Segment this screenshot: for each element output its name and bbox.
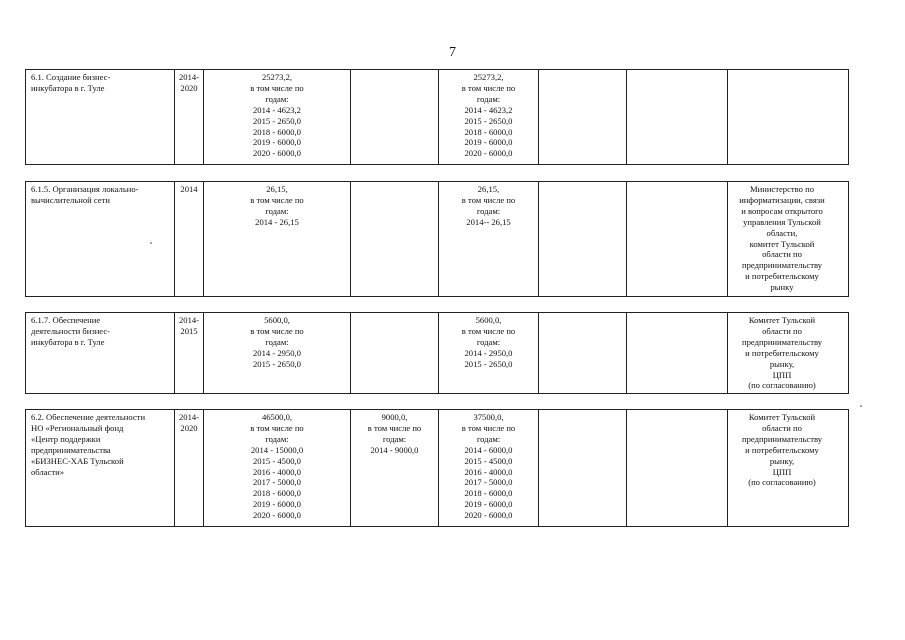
empty-cell (627, 410, 728, 526)
responsible-executor: Комитет Тульской области по предпринимательству и потребительскому рынку, ЦПП (по согласованию) (741, 412, 823, 488)
empty-cell (539, 410, 627, 526)
table-row (25, 409, 849, 527)
empty-cell (627, 182, 728, 296)
empty-cell (627, 313, 728, 393)
federal-funding (351, 182, 439, 296)
period-years: 2014 (175, 182, 204, 296)
period-years: 2014- 2015 (175, 313, 204, 393)
scan-speck (150, 242, 152, 244)
page-number: 7 (449, 45, 456, 60)
scan-speck (860, 405, 862, 407)
period-years: 2014- 2020 (175, 70, 204, 164)
total-funding: 5600,0, в том числе по годам: 2014 - 2950,0 2015 - 2650,0 (204, 313, 351, 393)
period-years: 2014- 2020 (175, 410, 204, 526)
table-row (25, 69, 849, 165)
empty-cell (627, 70, 728, 164)
federal-funding (351, 313, 439, 393)
total-funding: 46500,0, в том числе по годам: 2014 - 15000,0 2015 - 4500,0 2016 - 4000,0 2017 - 5000,0 2018 - 6000,0 2019 - 6000,0 2020 - 6000,0 (204, 410, 351, 526)
table-row (25, 181, 849, 297)
empty-cell (539, 70, 627, 164)
measure-name: 6.1.5. Организация локально- вычислительной сети (26, 182, 175, 296)
measure-name: 6.2. Обеспечение деятельности НО «Региональный фонд «Центр поддержки предпринимательства «БИЗНЕС-ХАБ Тульской области» (26, 410, 175, 526)
responsible-executor: Министерство по информатизации, связи и вопросам открытого управления Тульской области, комитет Тульской области по предпринимательству и потребительскому рынку (739, 184, 825, 293)
measure-name: 6.1.7. Обеспечение деятельности бизнес- инкубатора в г. Туле (26, 313, 175, 393)
regional-funding: 37500,0, в том числе по годам: 2014 - 6000,0 2015 - 4500,0 2016 - 4000,0 2017 - 5000,0 2018 - 6000,0 2019 - 6000,0 2020 - 6000,0 (439, 410, 539, 526)
federal-funding: 9000,0, в том числе по годам: 2014 - 9000,0 (351, 410, 439, 526)
regional-funding: 5600,0, в том числе по годам: 2014 - 2950,0 2015 - 2650,0 (439, 313, 539, 393)
federal-funding (351, 70, 439, 164)
responsible-executor: Комитет Тульской области по предпринимательству и потребительскому рынку, ЦПП (по согласованию) (741, 315, 823, 391)
regional-funding: 25273,2, в том числе по годам: 2014 - 4623,2 2015 - 2650,0 2018 - 6000,0 2019 - 6000,0 2020 - 6000,0 (439, 70, 539, 164)
empty-cell (539, 182, 627, 296)
total-funding: 25273,2, в том числе по годам: 2014 - 4623,2 2015 - 2650,0 2018 - 6000,0 2019 - 6000,0 2020 - 6000,0 (204, 70, 351, 164)
responsible-executor (728, 70, 836, 164)
regional-funding: 26,15, в том числе по годам: 2014-- 26,15 (439, 182, 539, 296)
measure-name: 6.1. Создание бизнес- инкубатора в г. Туле (26, 70, 175, 164)
empty-cell (539, 313, 627, 393)
table-row (25, 312, 849, 394)
total-funding: 26,15, в том числе по годам: 2014 - 26,15 (204, 182, 351, 296)
